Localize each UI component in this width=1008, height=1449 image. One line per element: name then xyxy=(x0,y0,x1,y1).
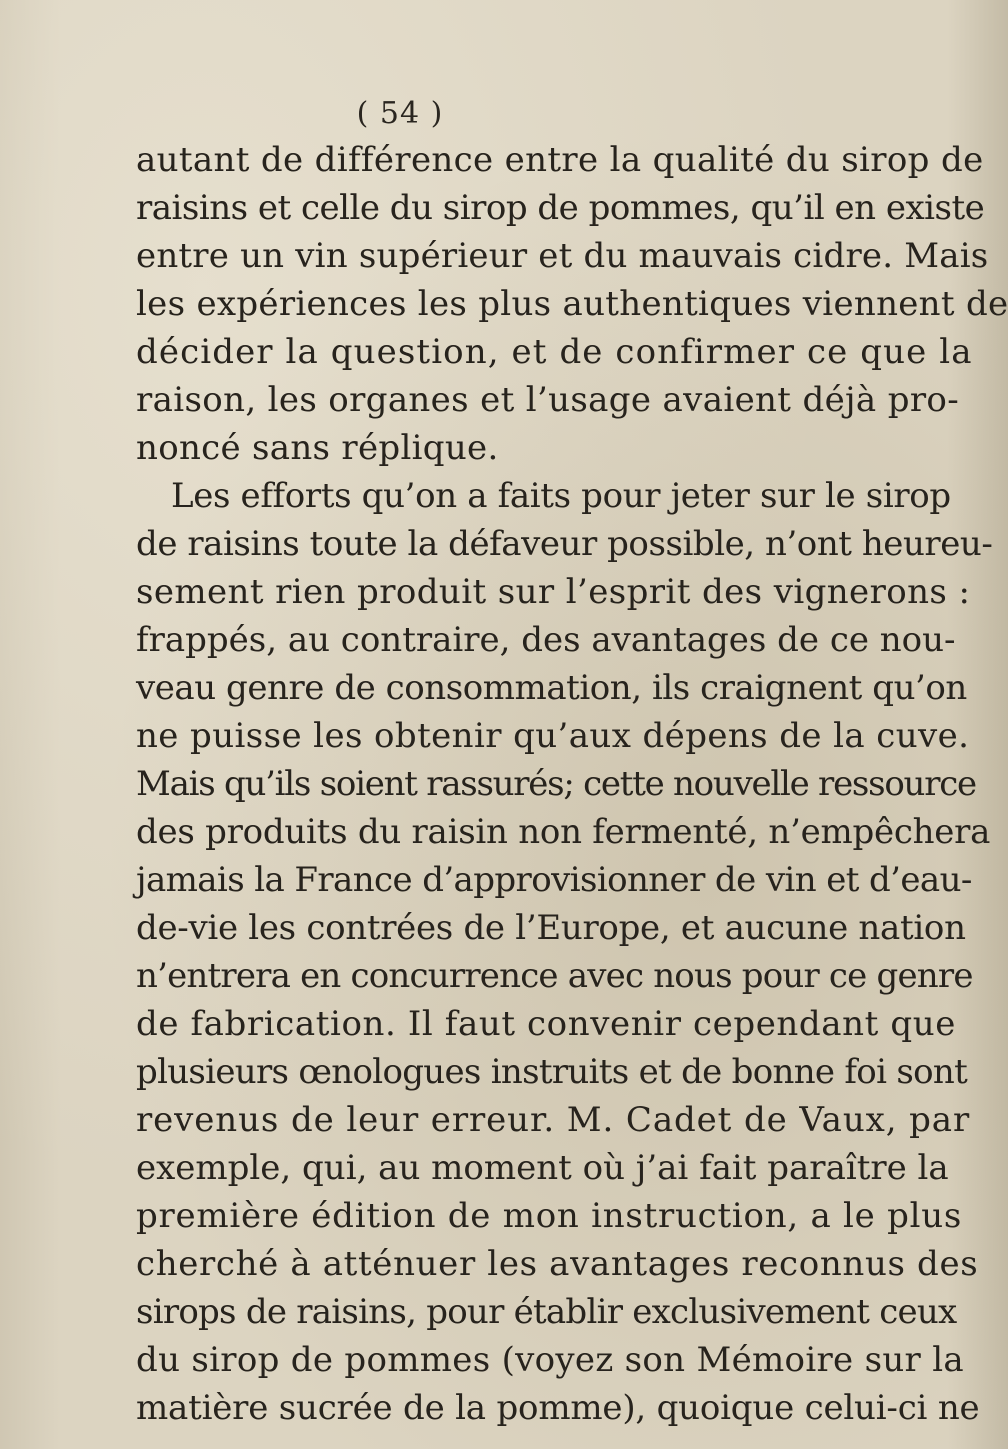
text-line: exemple, qui, au moment où j’ai fait paraître la xyxy=(136,1148,949,1188)
text-line: frappés, au contraire, des avantages de ce nou- xyxy=(136,620,956,660)
text-line: les expériences les plus authentiques viennent de xyxy=(136,284,1008,324)
text-line: raisins et celle du sirop de pommes, qu’il en existe xyxy=(136,188,985,228)
text-line: veau genre de consommation, ils craignent qu’on xyxy=(136,668,967,708)
text-line: jamais la France d’approvisionner de vin et d’eau- xyxy=(136,860,972,900)
text-line: Mais qu’ils soient rassurés; cette nouvelle ressource xyxy=(136,764,976,804)
text-line: revenus de leur erreur. M. Cadet de Vaux, par xyxy=(136,1100,971,1140)
text-line: raison, les organes et l’usage avaient déjà pro- xyxy=(136,380,960,420)
text-line: noncé sans réplique. xyxy=(136,428,499,468)
text-line: de-vie les contrées de l’Europe, et aucune nation xyxy=(136,908,966,948)
text-line: plusieurs œnologues instruits et de bonne foi sont xyxy=(136,1052,968,1092)
text-line: ne puisse les obtenir qu’aux dépens de la cuve. xyxy=(136,716,970,756)
text-line: cherché à atténuer les avantages reconnus des xyxy=(136,1244,979,1284)
text-line: sement rien produit sur l’esprit des vignerons : xyxy=(136,572,971,612)
text-line: des produits du raisin non fermenté, n’empêchera xyxy=(136,812,991,852)
text-line: du sirop de pommes (voyez son Mémoire sur la xyxy=(136,1340,964,1380)
page-number: ( 54 ) xyxy=(356,96,444,131)
text-line: sirops de raisins, pour établir exclusivement ceux xyxy=(136,1292,957,1332)
text-line: décider la question, et de confirmer ce que la xyxy=(136,332,973,372)
text-line: de raisins toute la défaveur possible, n’ont heureu- xyxy=(136,524,993,564)
text-line: n’entrera en concurrence avec nous pour ce genre xyxy=(136,956,973,996)
text-line: première édition de mon instruction, a le plus xyxy=(136,1196,963,1236)
text-line: entre un vin supérieur et du mauvais cidre. Mais xyxy=(136,236,989,276)
text-line: autant de différence entre la qualité du sirop de xyxy=(136,140,984,180)
text-line: Les efforts qu’on a faits pour jeter sur le sirop xyxy=(171,476,951,516)
text-line: de fabrication. Il faut convenir cependant que xyxy=(136,1004,956,1044)
text-line: matière sucrée de la pomme), quoique celui-ci ne xyxy=(136,1388,980,1428)
